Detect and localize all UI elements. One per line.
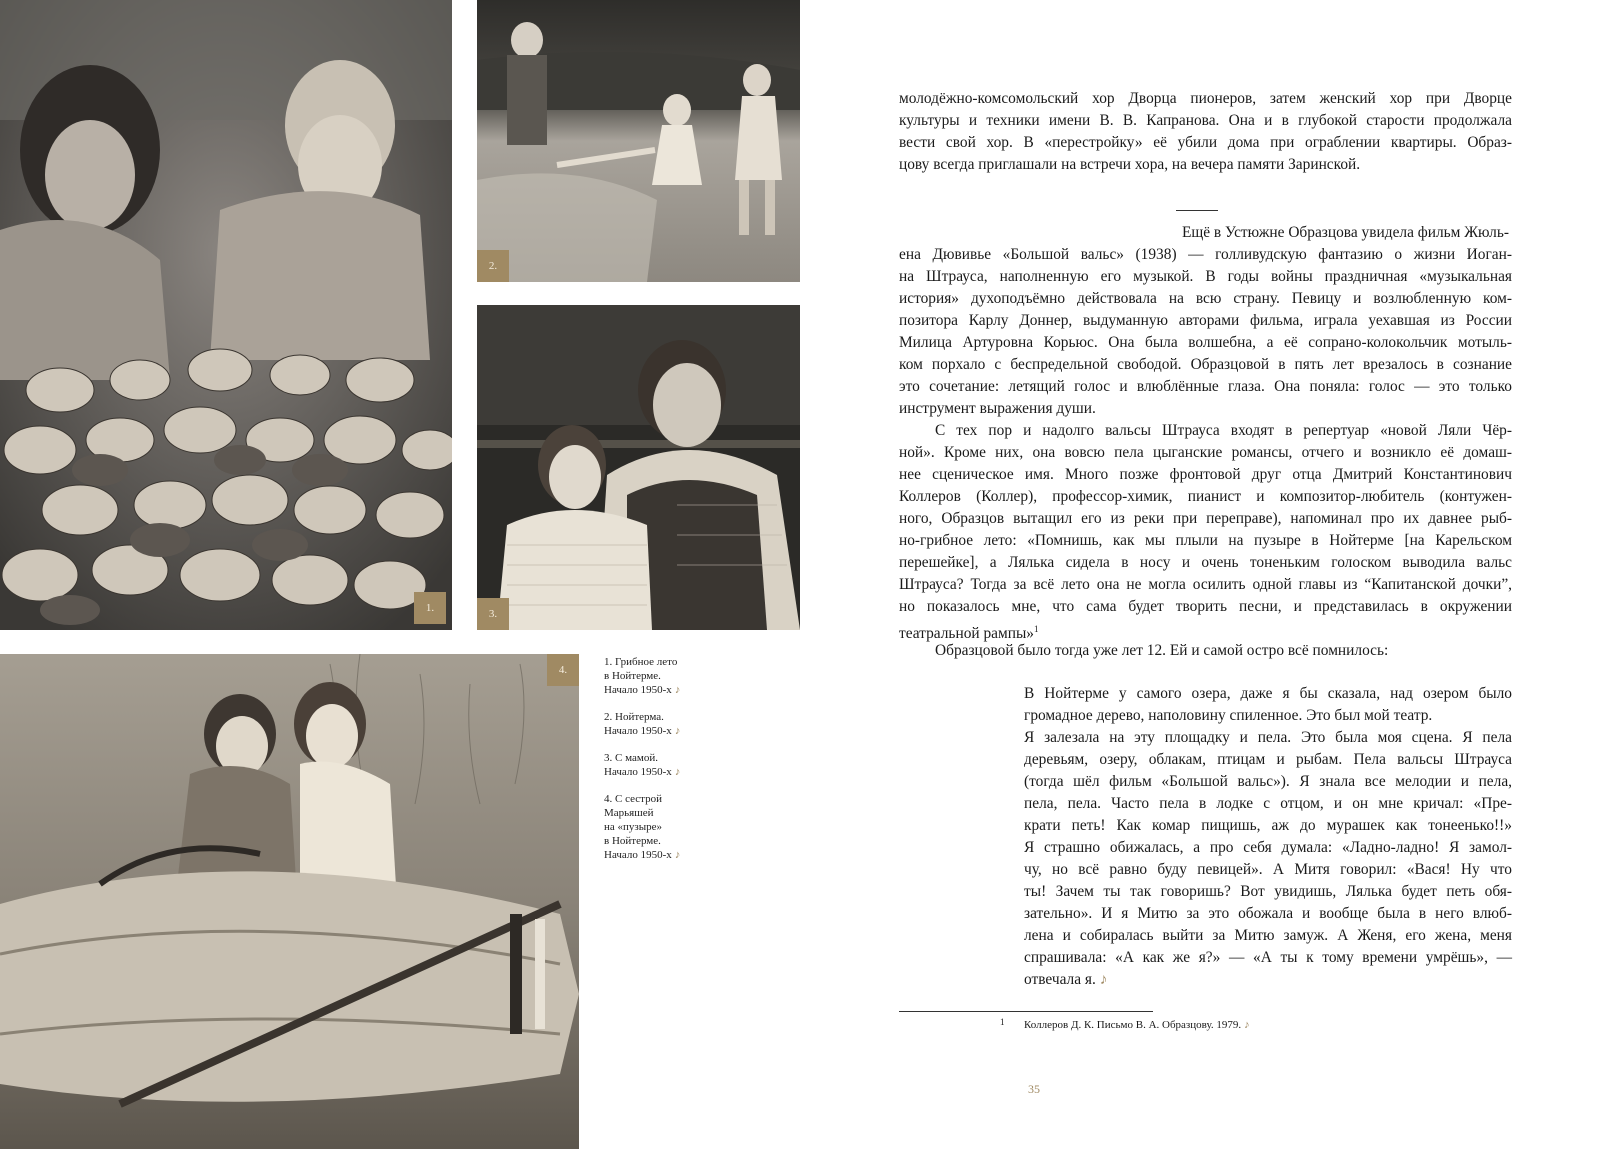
- caption-line-text: Начало 1950-х: [604, 766, 672, 778]
- quote-line: громадное дерево, наполовину спиленное. Это был мой театр.: [1024, 707, 1433, 724]
- caption-line: 2. Нойтерма.: [604, 711, 664, 723]
- caption-4: [604, 792, 714, 862]
- text-line: но показалось мне, что сама будет творить песни, и представилась в окружении: [899, 598, 1512, 615]
- text-line: история» духоподъёмно действовала на всю страну. Певицу и возлюбленную ком-: [899, 290, 1512, 307]
- text-line: позитора Карлу Доннер, выдуманную авторами фильма, играла уехавшая из России: [899, 312, 1512, 329]
- paragraph-3: [899, 420, 1512, 645]
- text-line-content: театральной рампы»: [899, 625, 1035, 643]
- photo-on-boat: [0, 654, 579, 1149]
- paragraph-2: [899, 222, 1512, 420]
- treble-clef-icon: ♪: [674, 684, 681, 696]
- photo-with-mother-image: [477, 305, 800, 630]
- quote-line: лена и собиралась выйти за Митю замуж. А Женя, его жена, меня: [1024, 927, 1512, 944]
- text-line: Милица Артуровна Корьюс. Она была волшебна, а её сопрано-колокольчик мотыль-: [899, 334, 1512, 351]
- caption-line: в Нойтерме.: [604, 670, 661, 682]
- footnote-rule: [899, 1011, 1153, 1012]
- treble-clef-icon: ♪: [674, 725, 681, 737]
- caption-2: [604, 710, 714, 738]
- caption-3: [604, 751, 714, 779]
- text-line: вести свой хор. В «перестройку» её убили дома при ограблении квартиры. Образ-: [899, 134, 1512, 151]
- photo-mushrooms: [0, 0, 452, 630]
- caption-line: [604, 683, 714, 697]
- text-line: но-грибное лето: «Помнишь, как мы плыли на пузыре в Нойтерме [на Карельском: [899, 532, 1512, 549]
- treble-clef-icon: ♪: [1099, 971, 1108, 988]
- photo-with-mother: [477, 305, 800, 630]
- photo-mushrooms-image: [0, 0, 452, 630]
- page-number: 35: [1028, 1082, 1040, 1096]
- quote-line-text: отвечала я.: [1024, 971, 1096, 988]
- quote-line: Я залезала на эту площадку и пела. Это была моя сцена. Я пела: [1024, 729, 1512, 746]
- caption-line: Марьяшей: [604, 807, 654, 819]
- section-divider: [1176, 210, 1218, 211]
- text-line: молодёжно-комсомольский хор Дворца пионеров, затем женский хор при Дворце: [899, 90, 1512, 107]
- caption-line: 3. С мамой.: [604, 752, 658, 764]
- text-line: ком порхало с беспредельной свободой. Образцовой в пять лет врезалось в сознание: [899, 356, 1512, 373]
- footnote: [1000, 1017, 1250, 1032]
- caption-line-text: Начало 1950-х: [604, 684, 672, 696]
- quote-line: [1024, 969, 1512, 991]
- text-line: на Штрауса, наполненную его музыкой. В годы войны праздничная «музыкальная: [899, 268, 1512, 285]
- text-line: цову всегда приглашали на встречи хора, на вечера памяти Заринской.: [899, 156, 1361, 173]
- footnote-reference[interactable]: 1: [1034, 624, 1039, 634]
- text-line: Ещё в Устюжне Образцова увидела фильм Жюль-: [1182, 224, 1509, 241]
- quote-line: Я страшно обижалась, а про себя думала: «Ладно-ладно! Я замол-: [1024, 839, 1512, 856]
- text-line: инструмент выражения души.: [899, 400, 1096, 417]
- photo-number-badge: 1.: [414, 592, 446, 624]
- text-line: ной». Кроме них, она вовсю пела цыганские романсы, отчего и возникло её домаш-: [899, 444, 1512, 461]
- photo-girls-in-water: [477, 0, 800, 282]
- paragraph-1: [899, 88, 1512, 176]
- text-line: Штрауса? Тогда за всё лето она не могла осилить одной главы из “Капитанской дочки”,: [899, 576, 1512, 593]
- photo-captions: [604, 655, 714, 875]
- block-quote: [1024, 683, 1512, 991]
- treble-clef-icon: ♪: [674, 849, 681, 861]
- caption-line: [604, 765, 714, 779]
- quote-line: ты! Зачем ты так говоришь? Вот увидишь, Лялька будет петь обя-: [1024, 883, 1512, 900]
- text-line: культуры и техники имени В. В. Капранова. Она и в глубокой старости продолжала: [899, 112, 1512, 129]
- quote-line: деревьям, озеру, облакам, птицам и рыбам. Пела вальсы Штрауса: [1024, 751, 1512, 768]
- quote-line: пела, пела. Часто пела в лодке с отцом, и он мне кричал: «Пре-: [1024, 795, 1512, 812]
- caption-line-text: Начало 1950-х: [604, 725, 672, 737]
- text-line: Образцовой было тогда уже лет 12. Ей и самой остро всё помнилось:: [935, 642, 1389, 659]
- footnote-text: Коллеров Д. К. Письмо В. А. Образцову. 1979.: [1024, 1019, 1242, 1031]
- quote-line: зательно». И я Митю за это обожала и вообще была в него влюб-: [1024, 905, 1512, 922]
- paragraph-4: [899, 640, 1512, 662]
- treble-clef-icon: ♪: [1244, 1019, 1250, 1031]
- quote-line: чу, но всё равно буду певицей». А Митя говорил: «Вася! Ну что: [1024, 861, 1512, 878]
- text-line: ена Дювивье «Большой вальс» (1938) — голливудскую фантазию о жизни Иоган-: [899, 246, 1512, 263]
- photo-number-badge: 4.: [547, 654, 579, 686]
- caption-1: [604, 655, 714, 697]
- treble-clef-icon: ♪: [674, 766, 681, 778]
- text-line: это сочетание: летящий голос и влюблённые глаза. Она поняла: голос — это только: [899, 378, 1512, 395]
- photo-girls-in-water-image: [477, 0, 800, 282]
- caption-line: [604, 848, 714, 862]
- text-line: нее сценическое имя. Много позже фронтовой друг отца Дмитрий Константинович: [899, 466, 1512, 483]
- footnote-number: 1: [1000, 1017, 1005, 1027]
- text-line: Коллеров (Коллер), профессор-химик, пианист и композитор-любитель (контужен-: [899, 488, 1512, 505]
- text-line: перешейке], а Лялька сидела в носу и очень тоненьким голоском выводила вальс: [899, 554, 1512, 571]
- quote-line: спрашивала: «А как же я?» — «А ты к тому времени умрёшь», —: [1024, 949, 1512, 966]
- caption-line: на «пузыре»: [604, 821, 663, 833]
- photo-number-badge: 3.: [477, 598, 509, 630]
- photo-on-boat-image: [0, 654, 579, 1149]
- caption-line: в Нойтерме.: [604, 835, 661, 847]
- caption-line-text: Начало 1950-х: [604, 849, 672, 861]
- quote-line: крати петь! Как комар пищишь, аж до мурашек как тонеенько!!»: [1024, 817, 1512, 834]
- caption-line: [604, 724, 714, 738]
- text-line: С тех пор и надолго вальсы Штрауса входят в репертуар «новой Ляли Чёр-: [935, 422, 1512, 439]
- caption-line: 4. С сестрой: [604, 793, 662, 805]
- quote-line: (тогда шёл фильм «Большой вальс»). Я знала все мелодии и пела,: [1024, 773, 1512, 790]
- caption-line: 1. Грибное лето: [604, 656, 678, 668]
- quote-line: В Нойтерме у самого озера, даже я бы сказала, над озером было: [1024, 685, 1512, 702]
- photo-number-badge: 2.: [477, 250, 509, 282]
- text-line: ного, Образцов вытащил его из реки при переправе), напоминал про их давнее рыб-: [899, 510, 1512, 527]
